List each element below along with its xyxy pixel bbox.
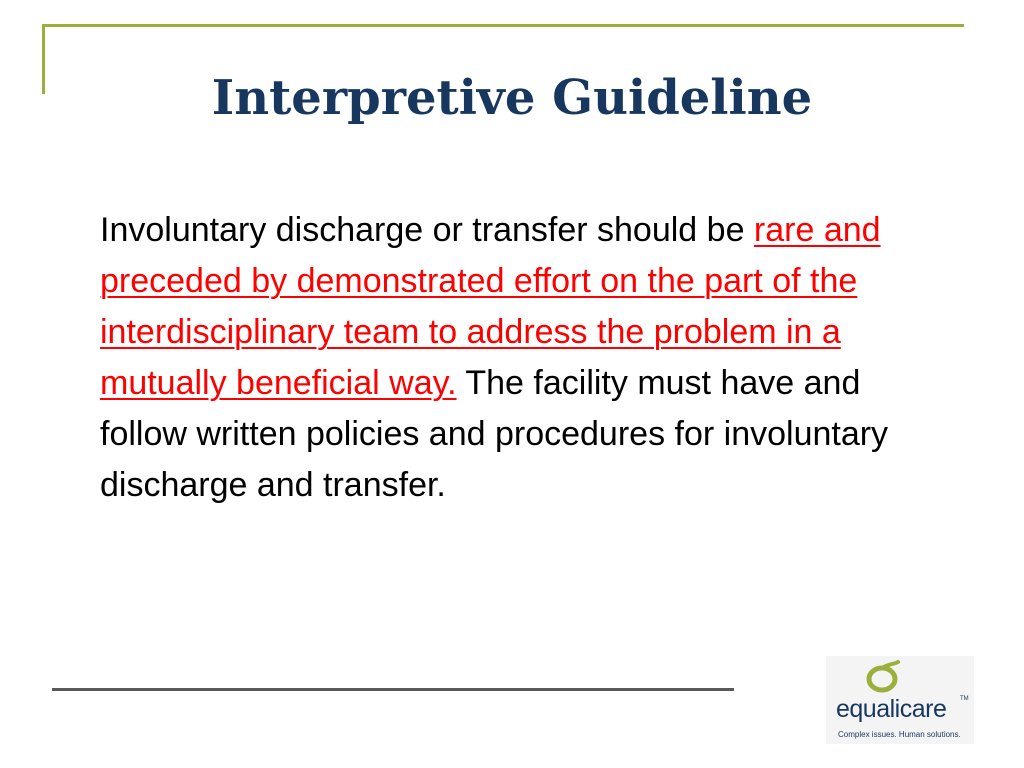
hyperlink-text[interactable]: rare and preceded by demonstrated effort on the part of the interdisciplinary team to address the problem in a mutually beneficial way. [100, 211, 881, 402]
logo-wordmark: equalicare [836, 695, 947, 723]
body-text-outro: The facility must have and follow written policies and procedures for involuntary discharge and transfer. [100, 364, 889, 504]
logo-swirl-icon [862, 660, 902, 696]
logo-trademark: TM [960, 696, 969, 702]
frame-top-line [42, 24, 964, 27]
logo-tagline: Complex issues. Human solutions. [838, 730, 961, 739]
body-paragraph [100, 205, 920, 511]
equalicare-logo [826, 656, 974, 744]
slide-title: Interpretive Guideline [211, 70, 813, 126]
body-text-intro: Involuntary discharge or transfer should be [100, 211, 754, 249]
bottom-rule [52, 688, 734, 691]
